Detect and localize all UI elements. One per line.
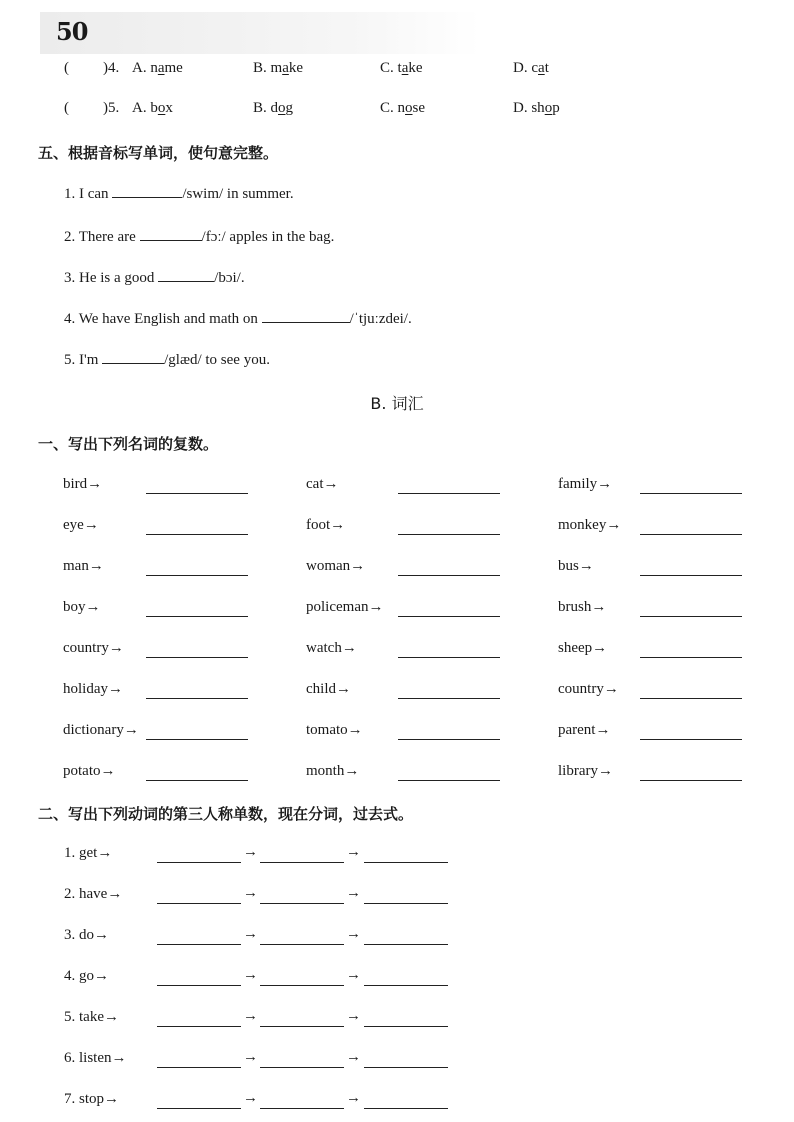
sentence-text: /bɔi/. — [214, 270, 245, 286]
arrow-icon: → — [243, 926, 258, 942]
sentence-text: There are — [78, 229, 136, 245]
noun-word: monkey→ — [558, 517, 622, 533]
answer-blank[interactable] — [146, 616, 248, 617]
answer-blank[interactable] — [146, 575, 248, 576]
option-text: c — [531, 60, 539, 76]
arrow-icon: → — [243, 1049, 258, 1065]
answer-blank[interactable] — [364, 1026, 448, 1027]
arrow-icon: → — [243, 967, 258, 983]
noun-word: holiday→ — [63, 681, 123, 697]
option-underlined: o — [544, 100, 553, 116]
arrow-icon: → — [346, 844, 361, 860]
noun-word: watch→ — [306, 640, 357, 656]
noun-word: month→ — [306, 763, 360, 779]
answer-blank[interactable] — [364, 985, 448, 986]
question-number: 4. — [108, 60, 120, 76]
option-d — [513, 60, 549, 77]
answer-blank[interactable] — [260, 862, 344, 863]
option-text: b — [150, 100, 158, 116]
sentence-number: 3. — [64, 270, 76, 286]
option-underlined: a — [401, 60, 409, 76]
option-text: m — [270, 60, 283, 76]
arrow-icon: → — [243, 844, 258, 860]
option-b — [253, 60, 303, 77]
answer-blank[interactable] — [640, 616, 742, 617]
answer-blank[interactable] — [146, 493, 248, 494]
noun-word: policeman→ — [306, 599, 384, 615]
noun-word: child→ — [306, 681, 351, 697]
answer-blank[interactable] — [157, 862, 241, 863]
verb-word: 7. stop→ — [64, 1091, 120, 1107]
verb-word: 2. have→ — [64, 886, 123, 902]
arrow-icon: → — [346, 885, 361, 901]
answer-blank[interactable] — [398, 534, 500, 535]
answer-blank[interactable] — [640, 780, 742, 781]
answer-blank[interactable] — [260, 944, 344, 945]
sentence-5 — [64, 349, 270, 369]
page-number: 50 — [56, 17, 88, 46]
sentence-1 — [64, 183, 294, 203]
option-underlined: o — [157, 100, 166, 116]
answer-blank[interactable] — [260, 1026, 344, 1027]
answer-blank[interactable] — [640, 493, 742, 494]
option-underlined: o — [405, 100, 413, 116]
answer-blank[interactable] — [157, 985, 241, 986]
answer-blank[interactable] — [640, 698, 742, 699]
verb-word: 5. take→ — [64, 1009, 119, 1025]
sentence-text: /swim/ in summer. — [182, 186, 294, 202]
arrow-icon: → — [243, 1008, 258, 1024]
noun-word: cat→ — [306, 476, 339, 492]
answer-blank[interactable] — [157, 1108, 241, 1109]
answer-blank[interactable] — [364, 1108, 448, 1109]
option-text: d — [270, 100, 279, 116]
answer-blank[interactable] — [398, 575, 500, 576]
sentence-number: 5. — [64, 352, 76, 368]
sentence-text: I can — [79, 186, 109, 202]
option-underlined: o — [278, 100, 286, 116]
option-text: t — [397, 60, 402, 76]
noun-word: dictionary→ — [63, 722, 139, 738]
noun-word: man→ — [63, 558, 104, 574]
section-title: B. 词汇 — [370, 394, 424, 413]
answer-blank[interactable] — [158, 267, 214, 282]
noun-word: parent→ — [558, 722, 611, 738]
answer-blank[interactable] — [640, 575, 742, 576]
answer-blank[interactable] — [364, 862, 448, 863]
option-text: se — [412, 100, 426, 116]
answer-blank[interactable] — [146, 739, 248, 740]
section-heading: 五、根据音标写单词，使句意完整。 — [38, 144, 279, 162]
option-text: ke — [408, 60, 423, 76]
arrow-icon: → — [346, 967, 361, 983]
option-underlined: a — [282, 60, 289, 76]
arrow-icon: → — [346, 1049, 361, 1065]
answer-blank[interactable] — [364, 944, 448, 945]
answer-paren-open: ( — [64, 60, 69, 76]
answer-blank[interactable] — [364, 1067, 448, 1068]
noun-word: bird→ — [63, 476, 103, 492]
answer-blank[interactable] — [157, 1067, 241, 1068]
answer-blank[interactable] — [146, 780, 248, 781]
section-heading: 二、写出下列动词的第三人称单数，现在分词，过去式。 — [38, 805, 414, 823]
answer-blank[interactable] — [146, 534, 248, 535]
answer-blank[interactable] — [102, 349, 164, 364]
sentence-text: /ˈtjuːzdei/. — [349, 311, 412, 327]
sentence-text: We have English and math on — [78, 311, 258, 327]
option-text: ke — [288, 60, 304, 76]
verb-word: 4. go→ — [64, 968, 109, 984]
option-letter: C. — [380, 100, 394, 116]
answer-blank[interactable] — [146, 698, 248, 699]
verb-word: 1. get→ — [64, 845, 113, 861]
option-letter: D. — [513, 60, 528, 76]
noun-word: bus→ — [558, 558, 594, 574]
option-a — [132, 100, 173, 117]
answer-paren-close: ) — [103, 100, 108, 116]
option-c — [380, 100, 425, 117]
noun-word: boy→ — [63, 599, 101, 615]
option-d — [513, 100, 560, 117]
sentence-number: 4. — [64, 311, 76, 327]
answer-blank[interactable] — [398, 657, 500, 658]
answer-blank[interactable] — [260, 1067, 344, 1068]
option-text: g — [285, 100, 294, 116]
sentence-2 — [64, 226, 334, 246]
answer-blank[interactable] — [157, 903, 241, 904]
verb-word: 3. do→ — [64, 927, 109, 943]
option-letter: B. — [253, 100, 267, 116]
arrow-icon: → — [346, 1008, 361, 1024]
sentence-4 — [64, 308, 412, 328]
answer-blank[interactable] — [112, 183, 182, 198]
option-text: n — [150, 60, 158, 76]
option-text: t — [544, 60, 549, 76]
sentence-number: 2. — [64, 229, 76, 245]
arrow-icon: → — [243, 885, 258, 901]
answer-blank[interactable] — [157, 1026, 241, 1027]
option-text: sh — [531, 100, 545, 116]
option-b — [253, 100, 293, 117]
answer-blank[interactable] — [398, 493, 500, 494]
noun-word: library→ — [558, 763, 613, 779]
answer-blank[interactable] — [140, 226, 202, 241]
option-letter: B. — [253, 60, 267, 76]
answer-blank[interactable] — [640, 657, 742, 658]
noun-word: foot→ — [306, 517, 346, 533]
option-letter: C. — [380, 60, 394, 76]
answer-blank[interactable] — [262, 308, 350, 323]
answer-blank[interactable] — [260, 985, 344, 986]
noun-word: potato→ — [63, 763, 116, 779]
answer-blank[interactable] — [398, 698, 500, 699]
answer-blank[interactable] — [640, 534, 742, 535]
option-text: p — [552, 100, 560, 116]
noun-word: tomato→ — [306, 722, 363, 738]
noun-word: brush→ — [558, 599, 607, 615]
answer-blank[interactable] — [398, 616, 500, 617]
answer-blank[interactable] — [260, 903, 344, 904]
page-number-banner — [40, 12, 480, 54]
answer-blank[interactable] — [364, 903, 448, 904]
verb-word: 6. listen→ — [64, 1050, 127, 1066]
noun-word: woman→ — [306, 558, 366, 574]
option-text: me — [164, 60, 183, 76]
answer-blank[interactable] — [640, 739, 742, 740]
answer-blank[interactable] — [398, 780, 500, 781]
noun-word: eye→ — [63, 517, 99, 533]
sentence-text: He is a good — [79, 270, 155, 286]
option-text: n — [397, 100, 406, 116]
noun-word: family→ — [558, 476, 613, 492]
answer-paren-close: ) — [103, 60, 108, 76]
answer-blank[interactable] — [260, 1108, 344, 1109]
answer-blank[interactable] — [146, 657, 248, 658]
noun-word: country→ — [558, 681, 619, 697]
answer-paren-open: ( — [64, 100, 69, 116]
option-c — [380, 60, 423, 77]
sentence-text: I'm — [79, 352, 99, 368]
choice-question-4 — [64, 60, 119, 77]
section-heading: 一、写出下列名词的复数。 — [38, 435, 219, 453]
option-letter: D. — [513, 100, 528, 116]
sentence-text: /fɔː/ apples in the bag. — [201, 229, 335, 245]
option-letter: A. — [132, 100, 147, 116]
arrow-icon: → — [346, 1090, 361, 1106]
arrow-icon: → — [346, 926, 361, 942]
arrow-icon: → — [243, 1090, 258, 1106]
noun-word: sheep→ — [558, 640, 608, 656]
answer-blank[interactable] — [157, 944, 241, 945]
sentence-3 — [64, 267, 245, 287]
option-underlined: a — [538, 60, 545, 76]
sentence-number: 1. — [64, 186, 76, 202]
choice-question-5 — [64, 100, 119, 117]
option-a — [132, 60, 183, 77]
option-underlined: a — [157, 60, 165, 76]
question-number: 5. — [108, 100, 120, 116]
sentence-text: /glæd/ to see you. — [164, 352, 270, 368]
option-letter: A. — [132, 60, 147, 76]
noun-word: country→ — [63, 640, 124, 656]
answer-blank[interactable] — [398, 739, 500, 740]
option-text: x — [165, 100, 173, 116]
